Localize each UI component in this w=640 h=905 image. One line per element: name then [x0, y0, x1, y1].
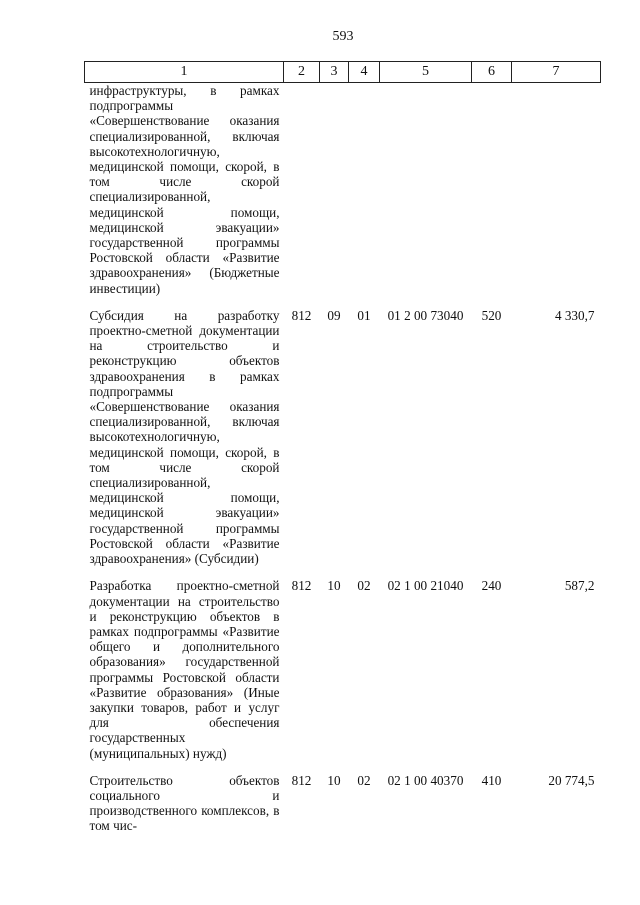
row-ministry: 812: [291, 578, 312, 594]
row-amount: [512, 83, 601, 308]
row-description: Субсидия на разработку проектно-сметной документации на строительство и реконструкцию объектов здравоохранения в рамках подпрограммы «Совершенствование оказания специализированной, включая высокотехнологичную, медицинской помощи, скорой, в том числе скорой специализированной, медицинской помощи, медицинской эвакуации» государственной программы Ростовской области «Развитие здравоохранения» (Субсидии): [89, 307, 280, 567]
row-expense-type: 410: [481, 772, 502, 788]
row-section: [320, 83, 349, 308]
row-amount: 20 774,5: [548, 772, 595, 788]
row-description: Строительство объектов социального и производственного комплексов, в том чис-: [89, 772, 280, 834]
column-header-7: 7: [512, 62, 601, 83]
row-target-article: 01 2 00 73040: [387, 307, 464, 323]
row-subsection: 01: [357, 307, 371, 323]
row-section: 09: [327, 307, 341, 323]
row-expense-type: [472, 83, 512, 308]
column-header-2: 2: [284, 62, 320, 83]
table-header: [85, 62, 601, 83]
table-row: [85, 773, 601, 834]
table-row: [85, 83, 601, 308]
table-row: [85, 308, 601, 578]
row-ministry: 812: [291, 772, 312, 788]
budget-table: [84, 61, 601, 834]
page-number: 593: [332, 29, 354, 44]
row-description: инфраструктуры, в рамках подпрограммы «Совершенствование оказания специализированной, включая высокотехнологичную, медицинской помощи, скорой, в том числе скорой специализированной, медицинской помощи, медицинской эвакуации» государственной программы Ростовской области «Развитие здравоохранения» (Бюджетные инвестиции): [89, 83, 280, 296]
row-target-article: 02 1 00 40370: [387, 772, 464, 788]
column-header-4: 4: [349, 62, 380, 83]
row-ministry: [284, 83, 320, 308]
row-ministry: 812: [291, 307, 312, 323]
row-subsection: 02: [357, 772, 371, 788]
row-subsection: 02: [357, 578, 371, 594]
column-header-6: 6: [472, 62, 512, 83]
row-subsection: [349, 83, 380, 308]
column-header-3: 3: [320, 62, 349, 83]
table-row: [85, 578, 601, 772]
row-amount: 587,2: [564, 578, 595, 594]
row-target-article: 02 1 00 21040: [387, 578, 464, 594]
row-target-article: [380, 83, 472, 308]
column-header-5: 5: [380, 62, 472, 83]
row-expense-type: 240: [481, 578, 502, 594]
row-amount: 4 330,7: [554, 307, 595, 323]
column-header-1: 1: [85, 62, 284, 83]
row-description: Разработка проектно-сметной документации на строительство и реконструкцию объектов в рамках подпрограммы «Развитие общего и дополнительного образования» государственной программы Ростовской области «Развитие образования» (Иные закупки товаров, работ и услуг для обеспечения государственных (муниципальных) нужд): [89, 578, 280, 761]
row-expense-type: 520: [481, 307, 502, 323]
row-section: 10: [327, 578, 341, 594]
row-section: 10: [327, 772, 341, 788]
